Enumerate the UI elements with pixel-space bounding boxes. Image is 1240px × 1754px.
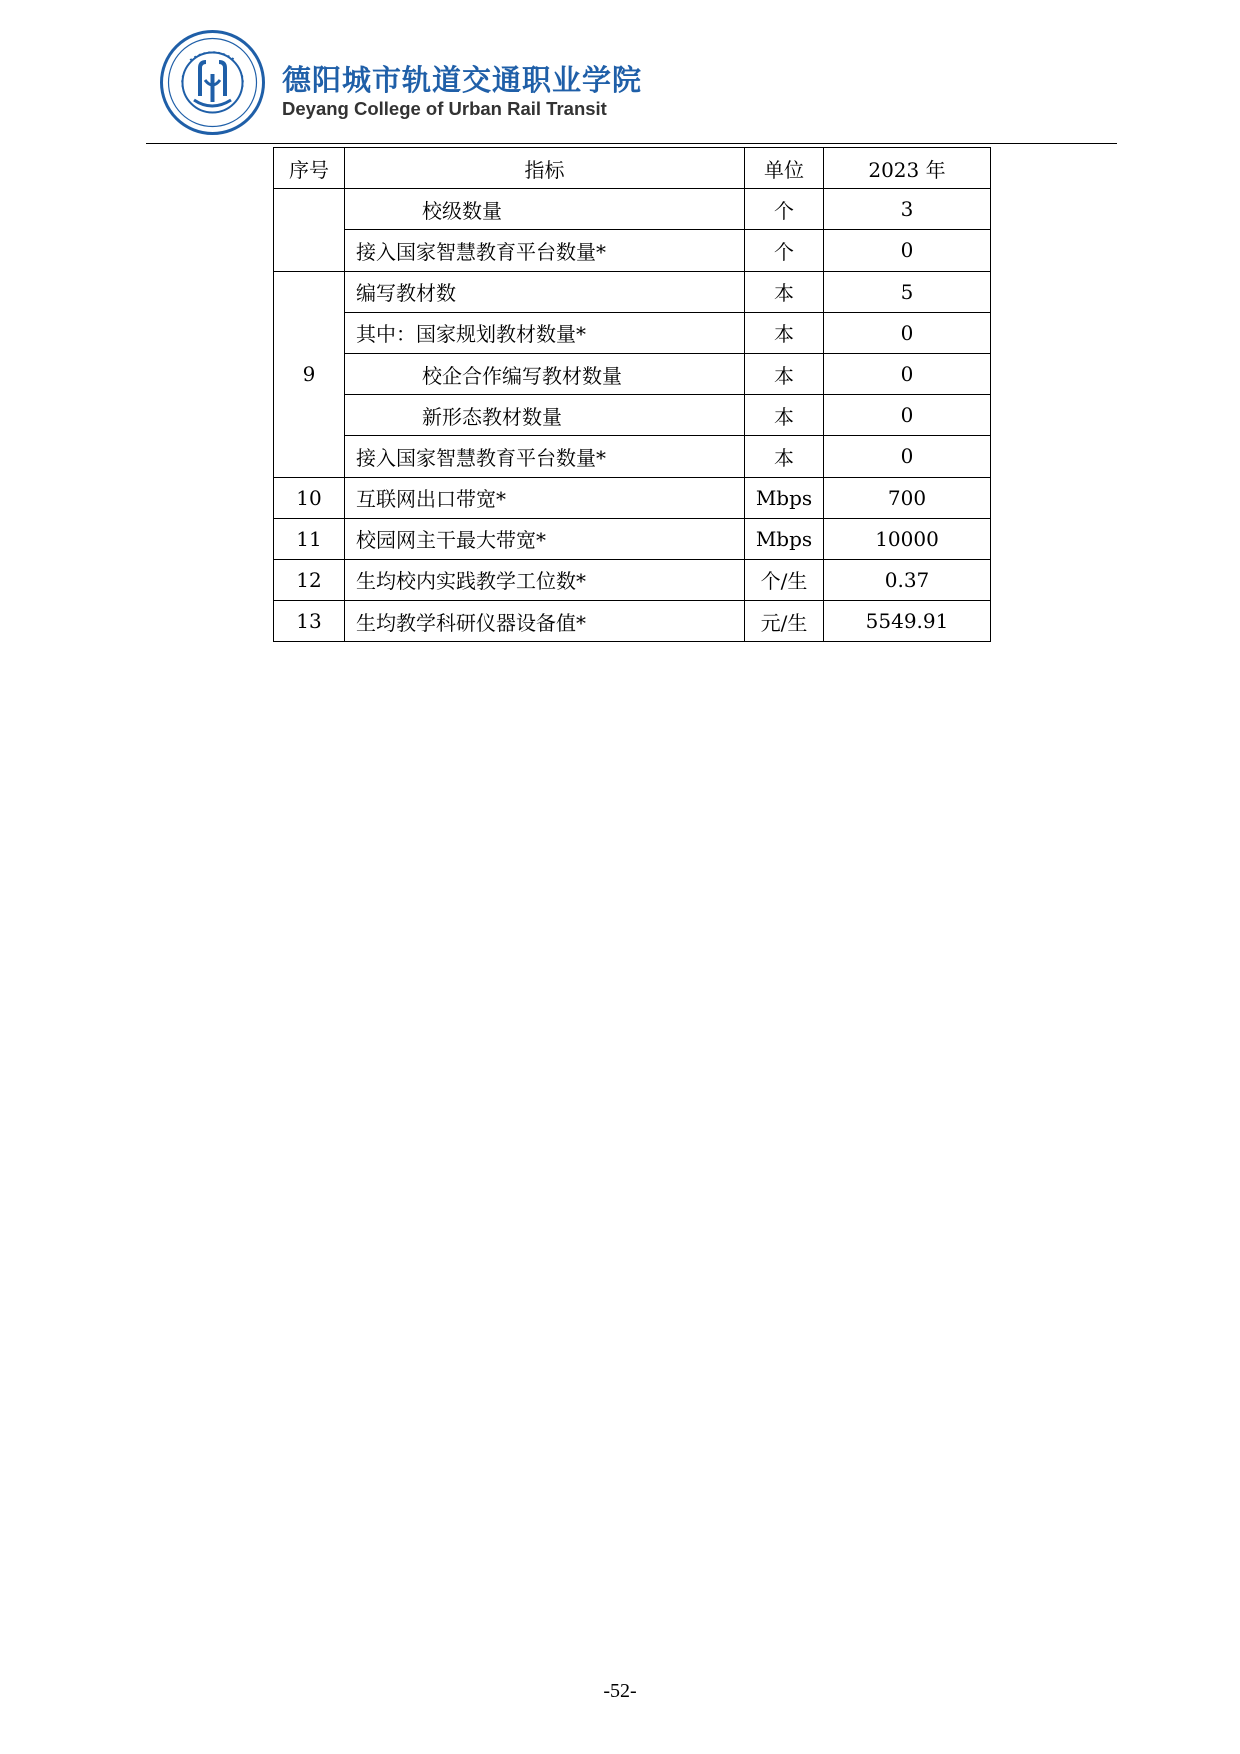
column-header-seq: 序号 [274, 148, 345, 189]
table-row [274, 230, 991, 271]
college-seal-logo [160, 30, 265, 135]
table-row [274, 189, 991, 230]
indicator-cell: 接入国家智慧教育平台数量* [345, 436, 745, 477]
indicator-cell: 接入国家智慧教育平台数量* [345, 230, 745, 271]
unit-cell: 本 [745, 271, 824, 312]
seq-cell: 12 [274, 559, 345, 600]
unit-cell: 个/生 [745, 559, 824, 600]
seq-cell: 10 [274, 477, 345, 518]
indicator-cell: 新形态教材数量 [345, 395, 745, 436]
unit-cell: 本 [745, 353, 824, 394]
table-row [274, 477, 991, 518]
column-header-indicator: 指标 [345, 148, 745, 189]
indicator-cell: 编写教材数 [345, 271, 745, 312]
table-header-row [274, 148, 991, 189]
seq-cell: 13 [274, 601, 345, 642]
column-header-unit: 单位 [745, 148, 824, 189]
page-number: -52- [603, 1680, 637, 1702]
value-cell: 0 [824, 353, 991, 394]
unit-cell: 本 [745, 395, 824, 436]
unit-cell: 个 [745, 230, 824, 271]
table-row [274, 312, 991, 353]
value-cell: 0.37 [824, 559, 991, 600]
page-header [160, 30, 643, 140]
value-cell: 5 [824, 271, 991, 312]
table-row [274, 518, 991, 559]
table-row [274, 436, 991, 477]
column-header-year: 2023 年 [824, 148, 991, 189]
value-cell: 3 [824, 189, 991, 230]
unit-cell: Mbps [745, 518, 824, 559]
unit-cell: Mbps [745, 477, 824, 518]
indicator-cell: 生均校内实践教学工位数* [345, 559, 745, 600]
header-divider [146, 143, 1117, 144]
value-cell: 0 [824, 312, 991, 353]
table-row [274, 395, 991, 436]
table-row [274, 601, 991, 642]
value-cell: 700 [824, 477, 991, 518]
table-row [274, 559, 991, 600]
unit-cell: 元/生 [745, 601, 824, 642]
indicator-cell: 校企合作编写教材数量 [345, 353, 745, 394]
college-name-cn: 德阳城市轨道交通职业学院 [282, 63, 643, 97]
value-cell: 0 [824, 230, 991, 271]
college-name-en: Deyang College of Urban Rail Transit [282, 98, 607, 119]
unit-cell: 本 [745, 312, 824, 353]
indicator-cell: 互联网出口带宽* [345, 477, 745, 518]
seq-cell: 9 [274, 271, 345, 477]
indicator-table [273, 147, 991, 642]
indicator-cell: 生均教学科研仪器设备值* [345, 601, 745, 642]
table-row [274, 271, 991, 312]
value-cell: 0 [824, 395, 991, 436]
seq-cell: 11 [274, 518, 345, 559]
unit-cell: 本 [745, 436, 824, 477]
indicator-cell: 校级数量 [345, 189, 745, 230]
value-cell: 10000 [824, 518, 991, 559]
table-row [274, 353, 991, 394]
seq-cell [274, 189, 345, 271]
indicator-cell: 其中：国家规划教材数量* [345, 312, 745, 353]
value-cell: 0 [824, 436, 991, 477]
indicator-cell: 校园网主干最大带宽* [345, 518, 745, 559]
value-cell: 5549.91 [824, 601, 991, 642]
unit-cell: 个 [745, 189, 824, 230]
